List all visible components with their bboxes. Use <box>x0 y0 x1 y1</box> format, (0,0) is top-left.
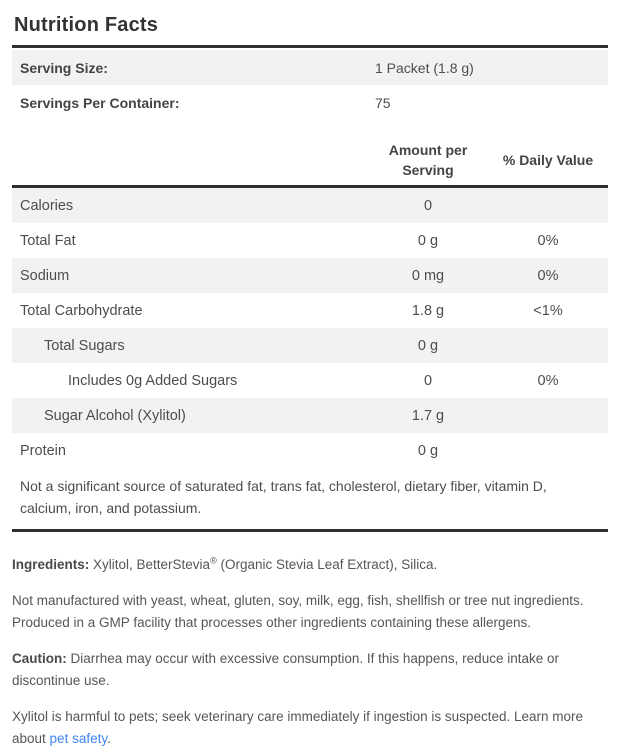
caution-label: Caution: <box>12 651 67 666</box>
serving-info-label: Servings Per Container: <box>20 94 180 111</box>
nutrient-amount: 0 g <box>417 442 439 459</box>
nutrient-name: Calories <box>20 197 74 214</box>
nutrient-amount: 0 g <box>417 232 439 249</box>
header-percent-daily-value: % Daily Value <box>502 152 594 168</box>
ingredients-label: Ingredients: <box>12 557 90 572</box>
nutrient-name: Sugar Alcohol (Xylitol) <box>44 407 186 424</box>
pet-safety-link[interactable]: pet safety <box>49 731 108 746</box>
pet-safety-paragraph <box>12 706 611 750</box>
nutrient-amount: 1.8 g <box>411 302 445 319</box>
serving-info-row <box>12 85 608 120</box>
caution-text: Diarrhea may occur with excessive consumption. If this happens, reduce intake or discontinue use. <box>12 651 559 688</box>
nutrition-rows <box>12 188 608 468</box>
serving-info-table <box>12 50 608 120</box>
nutrient-name: Total Fat <box>20 232 76 249</box>
nutrient-amount: 0 g <box>417 337 439 354</box>
nutrient-name: Total Carbohydrate <box>20 302 143 319</box>
nutrient-daily-value: 0% <box>537 372 559 389</box>
nutrient-amount: 0 mg <box>411 267 445 284</box>
pet-safety-text: Xylitol is harmful to pets; seek veterinary care immediately if ingestion is suspected. Learn more about <box>12 709 584 746</box>
table-bottom-divider <box>12 529 608 532</box>
nutrient-amount: 0 <box>423 372 433 389</box>
nutrient-row <box>12 433 608 468</box>
serving-info-label: Serving Size: <box>20 59 108 76</box>
nutrition-table-header <box>12 120 608 188</box>
nutrient-daily-value: 0% <box>537 232 559 249</box>
ingredients-text-post: (Organic Stevia Leaf Extract), Silica. <box>216 557 438 572</box>
nutrient-name: Protein <box>20 442 66 459</box>
ingredients-paragraph <box>12 554 611 576</box>
nutrient-name: Includes 0g Added Sugars <box>68 372 238 389</box>
title-divider <box>12 45 608 48</box>
nutrient-row <box>12 258 608 293</box>
nutrient-daily-value: 0% <box>537 267 559 284</box>
nutrient-row <box>12 398 608 433</box>
registered-trademark-symbol: ® <box>210 555 217 566</box>
header-amount-per-serving: Amount per Serving <box>388 142 468 178</box>
nutrient-amount: 0 <box>423 197 433 214</box>
nutrient-row <box>12 223 608 258</box>
table-footnote: Not a significant source of saturated fat, trans fat, cholesterol, dietary fiber, vitamin D, calcium, iron, and potassium. <box>20 478 547 516</box>
nutrition-table <box>12 120 608 529</box>
ingredients-text-pre: Xylitol, BetterStevia <box>89 557 211 572</box>
nutrient-name: Sodium <box>20 267 70 284</box>
info-paragraphs <box>12 554 611 750</box>
page-title: Nutrition Facts <box>14 14 159 36</box>
nutrient-row <box>12 363 608 398</box>
nutrient-name: Total Sugars <box>44 337 125 354</box>
nutrient-row <box>12 188 608 223</box>
serving-info-row <box>12 50 608 85</box>
allergen-paragraph: Not manufactured with yeast, wheat, gluten, soy, milk, egg, fish, shellfish or tree nut ingredients. Produced in a GMP facility that processes other ingredients containing these allergens. <box>12 593 584 630</box>
nutrient-row <box>12 293 608 328</box>
serving-info-value: 1 Packet (1.8 g) <box>375 59 474 76</box>
nutrient-row <box>12 328 608 363</box>
nutrient-amount: 1.7 g <box>411 407 445 424</box>
pet-safety-period: . <box>107 731 111 746</box>
caution-paragraph <box>12 648 611 692</box>
nutrient-daily-value: <1% <box>533 302 563 319</box>
serving-info-value: 75 <box>375 94 391 111</box>
